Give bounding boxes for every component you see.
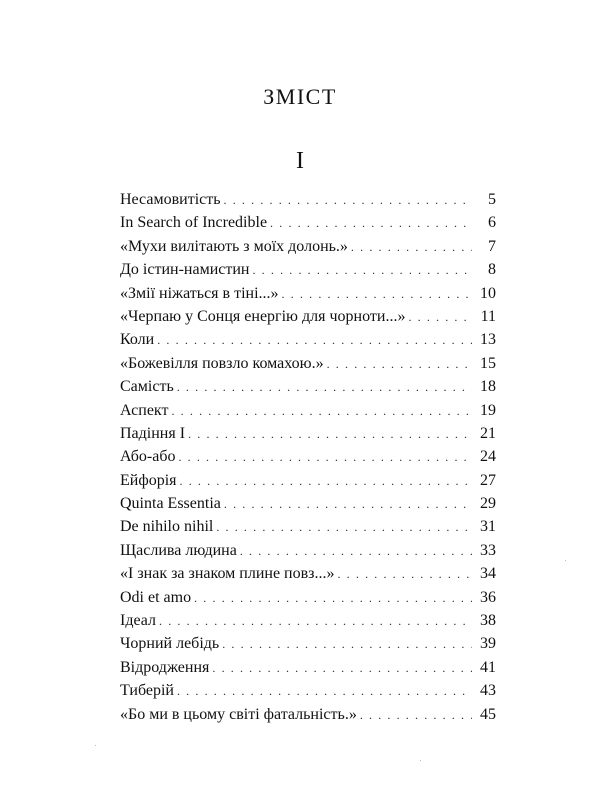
toc-entry bbox=[120, 422, 496, 445]
dot-leader bbox=[178, 446, 472, 469]
toc-entry-page-number: 21 bbox=[480, 424, 496, 442]
toc-entry-title: До істин-намистин bbox=[120, 261, 250, 279]
toc-entry-page-number: 5 bbox=[488, 191, 496, 208]
toc-entry-title: Несамовитість bbox=[120, 191, 221, 208]
toc-entry bbox=[120, 679, 496, 702]
toc-entry-title: Тиберій bbox=[120, 682, 174, 700]
toc-entry-title: Odi et amo bbox=[120, 588, 192, 606]
toc-entry bbox=[120, 632, 496, 655]
dot-leader bbox=[351, 236, 472, 259]
paper-speck bbox=[420, 760, 421, 761]
toc-entry-title: «І знак за знаком плине повз...» bbox=[120, 565, 335, 583]
toc-entry bbox=[120, 258, 496, 281]
toc-entry-page-number: 45 bbox=[480, 705, 496, 723]
toc-entry bbox=[120, 586, 496, 609]
toc-entry-page-number: 29 bbox=[480, 495, 496, 513]
toc-entry-page-number: 34 bbox=[480, 565, 496, 583]
toc-entry-title: «Черпаю у Сонця енергію для чорноти...» bbox=[120, 307, 406, 325]
dot-leader bbox=[216, 516, 472, 539]
dot-leader bbox=[177, 680, 472, 703]
toc-entry-title: Ейфорія bbox=[120, 471, 177, 489]
toc-entry-page-number: 6 bbox=[488, 214, 496, 232]
dot-leader bbox=[224, 493, 472, 516]
toc-entry bbox=[120, 445, 496, 468]
dot-leader bbox=[240, 540, 472, 563]
dot-leader bbox=[188, 423, 472, 446]
toc-entry bbox=[120, 282, 496, 305]
toc-entry-title: Коли bbox=[120, 331, 155, 349]
dot-leader bbox=[180, 470, 472, 493]
toc-entry-page-number: 31 bbox=[480, 518, 496, 536]
dot-leader bbox=[327, 353, 472, 376]
paper-speck bbox=[565, 560, 566, 561]
toc-entry-title: Або-або bbox=[120, 448, 176, 466]
toc-entry bbox=[120, 562, 496, 585]
toc-entry-title: «Божевілля повзло комахою.» bbox=[120, 354, 324, 372]
toc-entry bbox=[120, 305, 496, 328]
dot-leader bbox=[408, 306, 472, 329]
toc-entry bbox=[120, 703, 496, 726]
toc-entry-page-number: 39 bbox=[480, 635, 496, 653]
toc-entry-page-number: 38 bbox=[480, 612, 496, 630]
toc-entry-title: In Search of Incredible bbox=[120, 214, 268, 232]
toc-entry-title: Аспект bbox=[120, 401, 169, 419]
toc-entry-page-number: 18 bbox=[480, 378, 496, 396]
toc-entry bbox=[120, 656, 496, 679]
table-of-contents bbox=[120, 188, 496, 726]
toc-entry bbox=[120, 399, 496, 422]
toc-entry-title: Quinta Essentia bbox=[120, 495, 221, 513]
section-heading: І bbox=[296, 148, 304, 174]
page-title: ЗМІСТ bbox=[263, 84, 337, 109]
toc-entry bbox=[120, 235, 496, 258]
toc-entry-title: De nihilo nihil bbox=[120, 518, 214, 536]
toc-entry-title: Щаслива людина bbox=[120, 541, 237, 559]
toc-entry-page-number: 7 bbox=[488, 237, 496, 255]
dot-leader bbox=[171, 400, 472, 423]
toc-entry bbox=[120, 515, 496, 538]
toc-entry bbox=[120, 492, 496, 515]
toc-entry-page-number: 24 bbox=[480, 448, 496, 466]
dot-leader bbox=[212, 657, 472, 680]
toc-entry-title: Падіння І bbox=[120, 424, 186, 442]
toc-entry-title: Чорний лебідь bbox=[120, 635, 220, 653]
paper-speck bbox=[95, 745, 96, 746]
dot-leader bbox=[194, 587, 472, 610]
toc-entry bbox=[120, 469, 496, 492]
dot-leader bbox=[224, 189, 472, 212]
toc-entry-page-number: 13 bbox=[480, 331, 496, 349]
toc-entry-page-number: 19 bbox=[480, 401, 496, 419]
toc-entry-title: Ідеал bbox=[120, 612, 156, 630]
toc-entry-title: «Мухи вилітають з моїх долонь.» bbox=[120, 237, 348, 255]
dot-leader bbox=[222, 633, 472, 656]
toc-entry-title: «Змії ніжаться в тіні...» bbox=[120, 284, 279, 302]
dot-leader bbox=[270, 212, 472, 235]
toc-entry-page-number: 43 bbox=[480, 682, 496, 700]
toc-entry-title: «Бо ми в цьому світі фатальність.» bbox=[120, 705, 357, 723]
toc-entry-page-number: 15 bbox=[480, 354, 496, 372]
toc-entry-page-number: 10 bbox=[480, 284, 496, 302]
dot-leader bbox=[360, 704, 472, 727]
toc-entry-title: Самість bbox=[120, 378, 174, 396]
toc-entry-page-number: 41 bbox=[480, 658, 496, 676]
toc-entry-page-number: 11 bbox=[480, 307, 496, 325]
toc-entry bbox=[120, 188, 496, 211]
toc-entry-page-number: 27 bbox=[480, 471, 496, 489]
dot-leader bbox=[282, 283, 472, 306]
toc-entry-page-number: 36 bbox=[480, 588, 496, 606]
dot-leader bbox=[252, 259, 472, 282]
toc-entry bbox=[120, 609, 496, 632]
toc-entry bbox=[120, 352, 496, 375]
toc-entry bbox=[120, 539, 496, 562]
toc-entry bbox=[120, 211, 496, 234]
dot-leader bbox=[157, 329, 472, 352]
toc-entry-title: Відродження bbox=[120, 658, 210, 676]
toc-entry bbox=[120, 328, 496, 351]
dot-leader bbox=[159, 610, 472, 633]
dot-leader bbox=[177, 376, 472, 399]
dot-leader bbox=[337, 563, 472, 586]
toc-entry-page-number: 33 bbox=[480, 541, 496, 559]
toc-entry-page-number: 8 bbox=[488, 261, 496, 279]
toc-entry bbox=[120, 375, 496, 398]
